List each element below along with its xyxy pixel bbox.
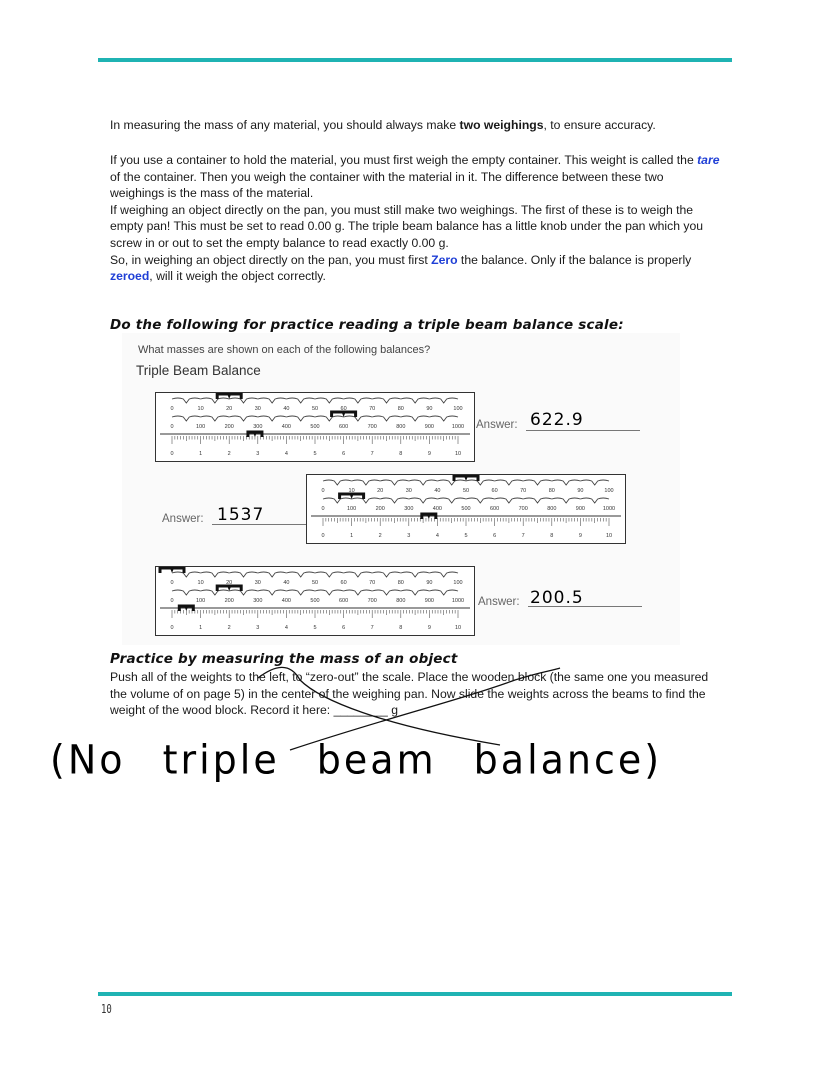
svg-text:2: 2: [227, 625, 231, 631]
svg-text:7: 7: [370, 451, 374, 457]
svg-text:3: 3: [407, 533, 411, 539]
svg-text:0: 0: [170, 580, 174, 586]
svg-text:100: 100: [196, 598, 206, 604]
svg-text:90: 90: [426, 580, 433, 586]
svg-text:10: 10: [605, 533, 613, 539]
svg-text:200: 200: [375, 506, 385, 512]
svg-text:10: 10: [454, 625, 462, 631]
svg-text:900: 900: [575, 506, 585, 512]
svg-text:30: 30: [254, 406, 261, 412]
unit: g: [391, 703, 398, 718]
svg-text:4: 4: [435, 533, 439, 539]
svg-text:700: 700: [367, 598, 377, 604]
answer-label-2: Answer:: [162, 513, 204, 525]
svg-text:0: 0: [170, 598, 174, 604]
text: If weighing an object directly on the pan, you must still make two weighings. The first of these is to weigh the empty pan! This must be set to read 0.00 g. The triple beam balance has a little knob under the pan which you screw in or out to set the empty balance to read exactly 0.00 g.: [110, 202, 704, 250]
answer-line-1: [526, 430, 640, 431]
balance-1: [155, 392, 475, 462]
svg-text:90: 90: [426, 406, 433, 412]
beam-scale-graphic: [156, 393, 474, 461]
practice-measuring-heading: Practice by measuring the mass of an object: [110, 651, 458, 667]
svg-text:0: 0: [170, 625, 174, 631]
svg-text:30: 30: [254, 580, 261, 586]
svg-text:9: 9: [578, 533, 582, 539]
svg-text:700: 700: [367, 424, 377, 430]
svg-text:50: 50: [311, 580, 319, 586]
svg-text:80: 80: [397, 580, 404, 586]
svg-text:60: 60: [340, 580, 347, 586]
svg-text:1000: 1000: [451, 424, 465, 430]
beam-scale-graphic: [307, 475, 625, 543]
svg-text:90: 90: [577, 488, 584, 494]
svg-text:100: 100: [453, 580, 463, 586]
svg-text:1: 1: [199, 625, 203, 631]
svg-text:5: 5: [313, 625, 317, 631]
svg-text:400: 400: [281, 424, 291, 430]
page-number: 10: [101, 1002, 112, 1016]
svg-text:0: 0: [321, 506, 325, 512]
svg-text:700: 700: [518, 506, 528, 512]
svg-text:10: 10: [348, 488, 355, 494]
svg-text:1: 1: [350, 533, 354, 539]
footer-rule: [98, 992, 732, 996]
svg-text:0: 0: [170, 451, 174, 457]
svg-text:3: 3: [256, 625, 260, 631]
svg-text:5: 5: [313, 451, 317, 457]
svg-text:400: 400: [432, 506, 442, 512]
svg-text:300: 300: [404, 506, 414, 512]
svg-text:6: 6: [342, 451, 346, 457]
svg-text:6: 6: [342, 625, 346, 631]
svg-text:600: 600: [490, 506, 500, 512]
svg-text:30: 30: [405, 488, 412, 494]
svg-text:100: 100: [347, 506, 357, 512]
svg-text:800: 800: [396, 598, 406, 604]
term-zeroed: zeroed: [110, 269, 150, 284]
svg-text:8: 8: [399, 625, 403, 631]
svg-text:400: 400: [281, 598, 291, 604]
svg-text:300: 300: [253, 598, 263, 604]
svg-text:1: 1: [199, 451, 203, 457]
svg-text:20: 20: [377, 488, 384, 494]
svg-text:500: 500: [461, 506, 471, 512]
svg-text:0: 0: [321, 488, 325, 494]
svg-text:70: 70: [369, 406, 376, 412]
svg-text:2: 2: [227, 451, 231, 457]
bold-text: two weighings: [459, 118, 544, 132]
text: In measuring the mass of any material, you should always make: [110, 118, 460, 132]
svg-text:8: 8: [550, 533, 554, 539]
text: , will it weigh the object correctly.: [149, 269, 326, 284]
svg-text:6: 6: [493, 533, 497, 539]
svg-text:9: 9: [427, 625, 431, 631]
svg-text:20: 20: [226, 580, 233, 586]
svg-text:10: 10: [454, 451, 462, 457]
practice-reading-heading: Do the following for practice reading a triple beam balance scale:: [110, 317, 624, 333]
svg-text:40: 40: [283, 580, 290, 586]
svg-text:8: 8: [399, 451, 403, 457]
svg-text:1000: 1000: [451, 598, 465, 604]
svg-text:80: 80: [548, 488, 555, 494]
svg-text:80: 80: [397, 406, 404, 412]
svg-text:7: 7: [521, 533, 525, 539]
svg-text:200: 200: [224, 598, 234, 604]
svg-text:40: 40: [283, 406, 290, 412]
svg-text:300: 300: [253, 424, 263, 430]
worksheet-question: What masses are shown on each of the following balances?: [138, 344, 431, 356]
answer-3-handwritten: 200.5: [530, 588, 584, 608]
answer-label-3: Answer:: [478, 596, 520, 608]
svg-text:900: 900: [424, 424, 434, 430]
svg-text:800: 800: [547, 506, 557, 512]
answer-1-handwritten: 622.9: [530, 410, 584, 430]
text: of the container. Then you weigh the container with the material in it. The difference between these two weighings is the mass of the material.: [110, 169, 664, 201]
svg-text:0: 0: [321, 533, 325, 539]
text: If you use a container to hold the material, you must first weigh the empty container. This weight is called the: [110, 153, 698, 167]
practice-measuring-text: [110, 669, 720, 719]
svg-text:50: 50: [462, 488, 470, 494]
svg-text:0: 0: [170, 406, 174, 412]
handwritten-note: (No triple beam balance): [50, 736, 663, 784]
svg-text:600: 600: [339, 598, 349, 604]
svg-text:60: 60: [340, 406, 347, 412]
svg-text:4: 4: [284, 625, 288, 631]
text: So, in weighing an object directly on the pan, you must first: [110, 252, 432, 267]
svg-text:20: 20: [226, 406, 233, 412]
svg-text:100: 100: [196, 424, 206, 430]
svg-text:2: 2: [378, 533, 382, 539]
svg-text:50: 50: [311, 406, 319, 412]
svg-text:0: 0: [170, 424, 174, 430]
svg-text:900: 900: [424, 598, 434, 604]
svg-text:5: 5: [464, 533, 468, 539]
svg-text:1000: 1000: [602, 506, 616, 512]
answer-2-handwritten: 1537: [217, 505, 265, 525]
svg-text:70: 70: [369, 580, 376, 586]
term-tare: tare: [697, 153, 720, 167]
svg-text:600: 600: [339, 424, 349, 430]
term-zero: Zero: [431, 252, 458, 267]
svg-text:7: 7: [370, 625, 374, 631]
text: the balance. Only if the balance is properly: [457, 252, 692, 267]
svg-text:60: 60: [491, 488, 498, 494]
record-blank: ________: [333, 703, 388, 718]
svg-text:40: 40: [434, 488, 441, 494]
balance-3: [155, 566, 475, 636]
svg-text:3: 3: [256, 451, 260, 457]
header-rule: [98, 58, 732, 62]
svg-text:800: 800: [396, 424, 406, 430]
text: , to ensure accuracy.: [543, 118, 656, 132]
intro-paragraph-2: [110, 152, 720, 285]
svg-text:10: 10: [197, 580, 204, 586]
text: Push all of the weights to the left, to “zero-out” the scale. Place the wooden block (the same one you measured the volume of on page 5) in the center of the weighing pan. Now slide the weights across the beams to find the weight of the wood block. Record it here:: [110, 670, 709, 718]
svg-text:10: 10: [197, 406, 204, 412]
svg-text:500: 500: [310, 598, 320, 604]
svg-text:100: 100: [604, 488, 614, 494]
intro-paragraph-1: [110, 117, 720, 134]
svg-text:500: 500: [310, 424, 320, 430]
worksheet-title: Triple Beam Balance: [136, 363, 261, 378]
svg-text:200: 200: [224, 424, 234, 430]
svg-text:9: 9: [427, 451, 431, 457]
svg-text:4: 4: [284, 451, 288, 457]
svg-text:70: 70: [520, 488, 527, 494]
svg-text:100: 100: [453, 406, 463, 412]
balance-2: [306, 474, 626, 544]
beam-scale-graphic: [156, 567, 474, 635]
answer-label-1: Answer:: [476, 419, 518, 431]
